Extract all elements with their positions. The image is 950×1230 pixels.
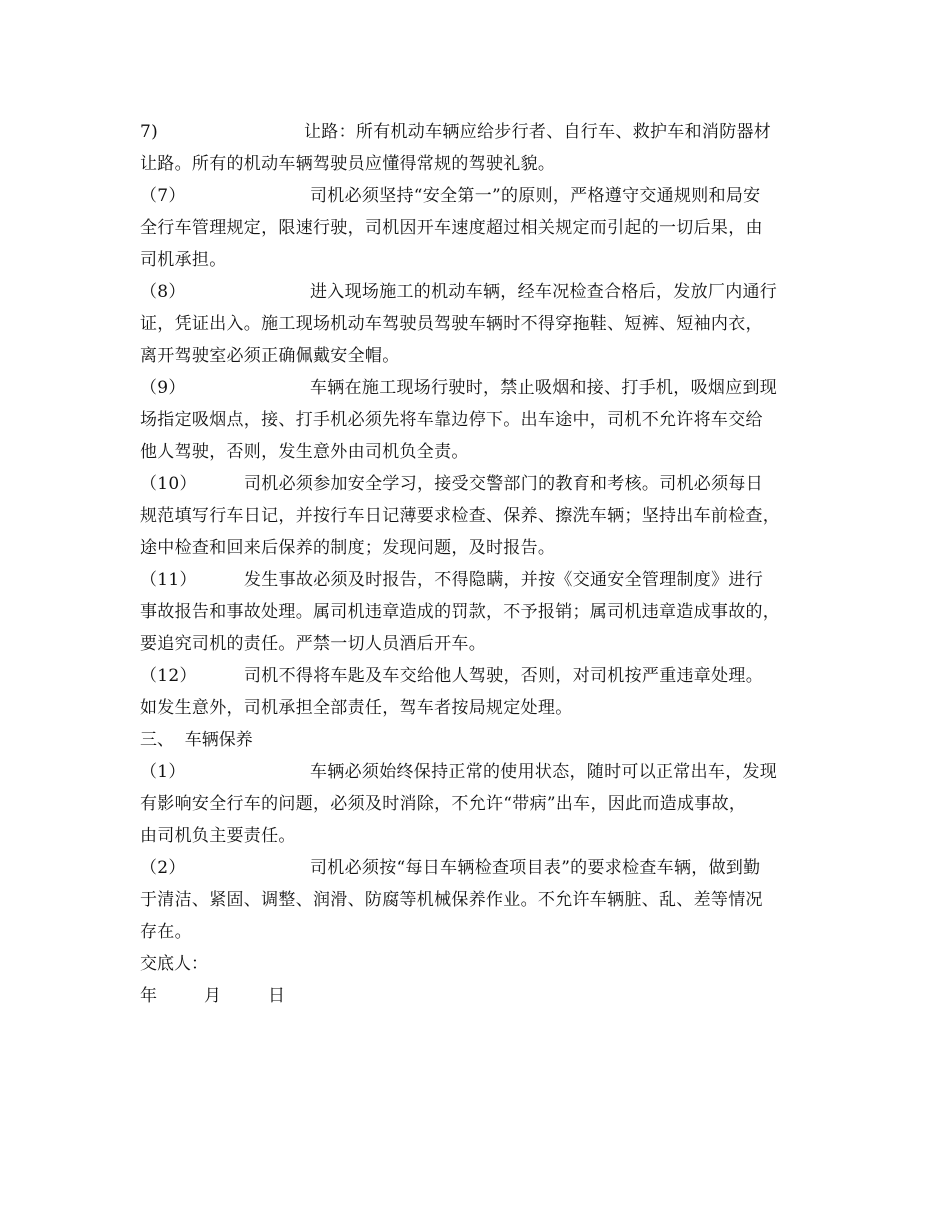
- paragraph-text: 司机必须坚持“安全第一”的原则，严格遵守交通规则和局安: [310, 186, 761, 206]
- paragraph-number: （11）: [140, 570, 197, 590]
- paragraph-number: （1）: [140, 762, 186, 782]
- paragraph-number: （8）: [140, 282, 186, 302]
- paragraph-number: （12）: [140, 666, 197, 686]
- paragraph-line: 场指定吸烟点，接、打手机必须先将车靠边停下。出车途中，司机不允许将车交给: [140, 410, 763, 430]
- date-day: 日: [268, 986, 285, 1006]
- paragraph-number: 7): [140, 122, 159, 142]
- paragraph: [140, 756, 820, 852]
- paragraph-line: 离开驾驶室必须正确佩戴安全帽。: [140, 346, 400, 366]
- rules-section: [140, 116, 820, 724]
- paragraph-first-line: [140, 756, 820, 788]
- date-year: 年: [140, 986, 157, 1006]
- paragraph-line: 全行车管理规定，限速行驶，司机因开车速度超过相关规定而引起的一切后果，由: [140, 218, 763, 238]
- paragraph-line: 让路。所有的机动车辆驾驶员应懂得常规的驾驶礼貌。: [140, 154, 556, 174]
- paragraph-first-line: [140, 660, 820, 692]
- paragraph-line: 司机承担。: [140, 250, 227, 270]
- maintenance-section: [140, 756, 820, 948]
- date-line: [140, 980, 820, 1012]
- paragraph-text: 发生事故必须及时报告，不得隐瞒，并按《交通安全管理制度》进行: [244, 570, 763, 590]
- paragraph-line: 如发生意外，司机承担全部责任，驾车者按局规定处理。: [140, 698, 573, 718]
- signer-label: 交底人：: [140, 954, 208, 974]
- paragraph-first-line: [140, 116, 820, 148]
- paragraph-text: 让路：所有机动车辆应给步行者、自行车、救护车和消防器材: [304, 122, 772, 142]
- paragraph-text: 司机必须参加安全学习，接受交警部门的教育和考核。司机必须每日: [244, 474, 763, 494]
- paragraph: [140, 852, 820, 948]
- paragraph-line: 于清洁、紧固、调整、润滑、防腐等机械保养作业。不允许车辆脏、乱、差等情况: [140, 890, 763, 910]
- paragraph: [140, 564, 820, 660]
- paragraph-number: （2）: [140, 858, 186, 878]
- paragraph-text: 车辆必须始终保持正常的使用状态，随时可以正常出车，发现: [310, 762, 778, 782]
- paragraph-number: （7）: [140, 186, 186, 206]
- paragraph-first-line: [140, 468, 820, 500]
- paragraph: [140, 116, 820, 180]
- paragraph-first-line: [140, 372, 820, 404]
- paragraph-text: 司机必须按“每日车辆检查项目表”的要求检查车辆，做到勤: [310, 858, 761, 878]
- paragraph-first-line: [140, 852, 820, 884]
- paragraph-line: 事故报告和事故处理。属司机违章造成的罚款，不予报销；属司机违章造成事故的，: [140, 602, 781, 622]
- paragraph-line: 要追究司机的责任。严禁一切人员酒后开车。: [140, 634, 486, 654]
- paragraph-line: 存在。: [140, 922, 192, 942]
- paragraph-number: （10）: [140, 474, 197, 494]
- paragraph-line: 他人驾驶，否则，发生意外由司机负全责。: [140, 442, 469, 462]
- paragraph: [140, 276, 820, 372]
- paragraph-first-line: [140, 180, 820, 212]
- paragraph-number: （9）: [140, 378, 186, 398]
- paragraph: [140, 468, 820, 564]
- paragraph: [140, 180, 820, 276]
- section-heading: 三、 车辆保养: [140, 730, 253, 750]
- paragraph-line: 有影响安全行车的问题，必须及时消除，不允许“带病”出车，因此而造成事故，: [140, 794, 747, 814]
- paragraph-text: 进入现场施工的机动车辆，经车况检查合格后，发放厂内通行: [310, 282, 778, 302]
- document-body: [140, 116, 820, 1012]
- paragraph: [140, 660, 820, 724]
- paragraph-line: 途中检查和回来后保养的制度；发现问题，及时报告。: [140, 538, 556, 558]
- paragraph-line: 规范填写行车日记，并按行车日记薄要求检查、保养、擦洗车辆；坚持出车前检查，: [140, 506, 781, 526]
- date-month: 月: [204, 986, 221, 1006]
- paragraph-first-line: [140, 564, 820, 596]
- paragraph-text: 司机不得将车匙及车交给他人驾驶，否则，对司机按严重违章处理。: [244, 666, 763, 686]
- paragraph-first-line: [140, 276, 820, 308]
- paragraph-line: 由司机负主要责任。: [140, 826, 296, 846]
- paragraph-line: 证，凭证出入。施工现场机动车驾驶员驾驶车辆时不得穿拖鞋、短裤、短袖内衣，: [140, 314, 763, 334]
- paragraph-text: 车辆在施工现场行驶时，禁止吸烟和接、打手机，吸烟应到现: [310, 378, 778, 398]
- paragraph: [140, 372, 820, 468]
